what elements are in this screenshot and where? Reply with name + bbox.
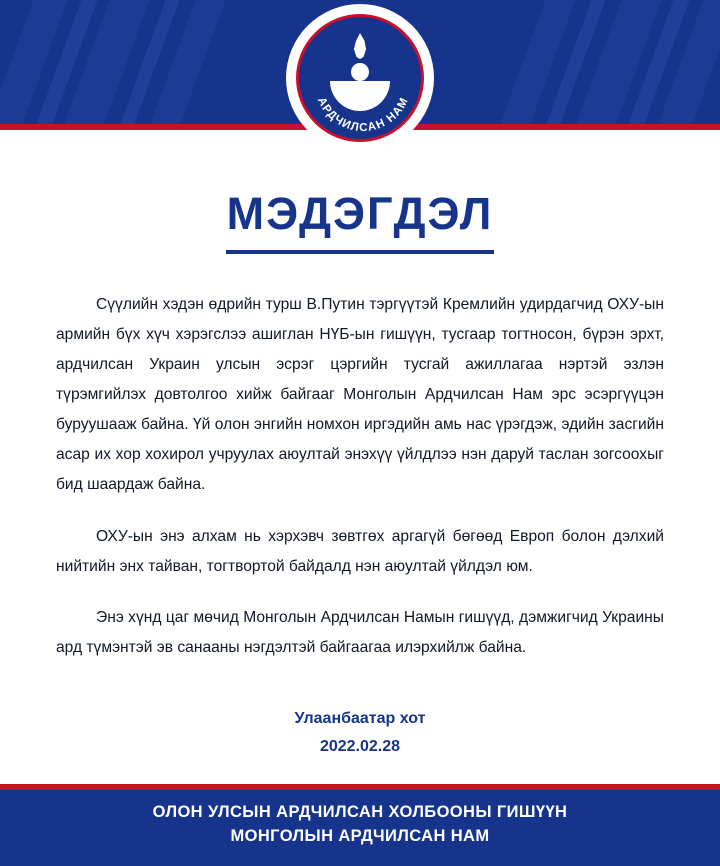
emblem-arc-label: АРДЧИЛСАН НАМ: [314, 95, 412, 135]
page-title: МЭДЭГДЭЛ: [226, 188, 494, 239]
signoff-block: [56, 705, 664, 759]
footer-banner: [0, 784, 720, 866]
emblem-arc-text: [299, 17, 424, 142]
signoff-place: Улаанбаатар хот: [294, 710, 426, 728]
document-body: [0, 188, 720, 760]
footer-line-2: МОНГОЛЫН АРДЧИЛСАН НАМ: [230, 827, 490, 845]
paragraph-1: Сүүлийн хэдэн өдрийн турш В.Путин тэргүүтэй Кремлийн удирдагчид ОХУ-ын армийн бүх хүч хэрэгслээ ашиглан НҮБ-ын гишүүн, тусгаар тогтносон, бүрэн эрхт, ардчилсан Украин улсын эсрэг цэргийн тусгай ажиллагаа нэртэй эзлэн түрэмгийлэх довтолгоо хийж байгааг Монголын Ардчилсан Нам эрс эсэргүүцэн буруушааж байна. Үй олон энгийн номхон иргэдийн амь нас үрэгдэж, эдийн засгийн асар их хор хохирол учруулах аюултай энэхүү үйлдлээ нэн даруй таслан зогсоохыг бид шаардаж байна.: [56, 296, 664, 493]
paragraph-2: ОХУ-ын энэ алхам нь хэрхэвч зөвтгөх аргагүй бөгөөд Европ болон дэлхий нийтийн энх тайван, тогтвортой байдалд нэн аюултай үйлдэл юм.: [56, 527, 664, 575]
footer-line-1: ОЛОН УЛСЫН АРДЧИЛСАН ХОЛБООНЫ ГИШҮҮН: [152, 803, 568, 822]
footer-accent-rule: [0, 784, 720, 790]
emblem-disc: [296, 14, 424, 142]
party-emblem: [290, 8, 430, 148]
title-underline: [226, 250, 494, 254]
svg-text:АРДЧИЛСАН НАМ: [315, 95, 411, 134]
paragraph-3: Энэ хүнд цаг мөчид Монголын Ардчилсан Намын гишүүд, дэмжигчид Украины ард түмэнтэй эв санааны нэгдэлтэй байгаагаа илэрхийлж байна.: [56, 609, 664, 657]
signoff-date: 2022.02.28: [319, 737, 401, 755]
